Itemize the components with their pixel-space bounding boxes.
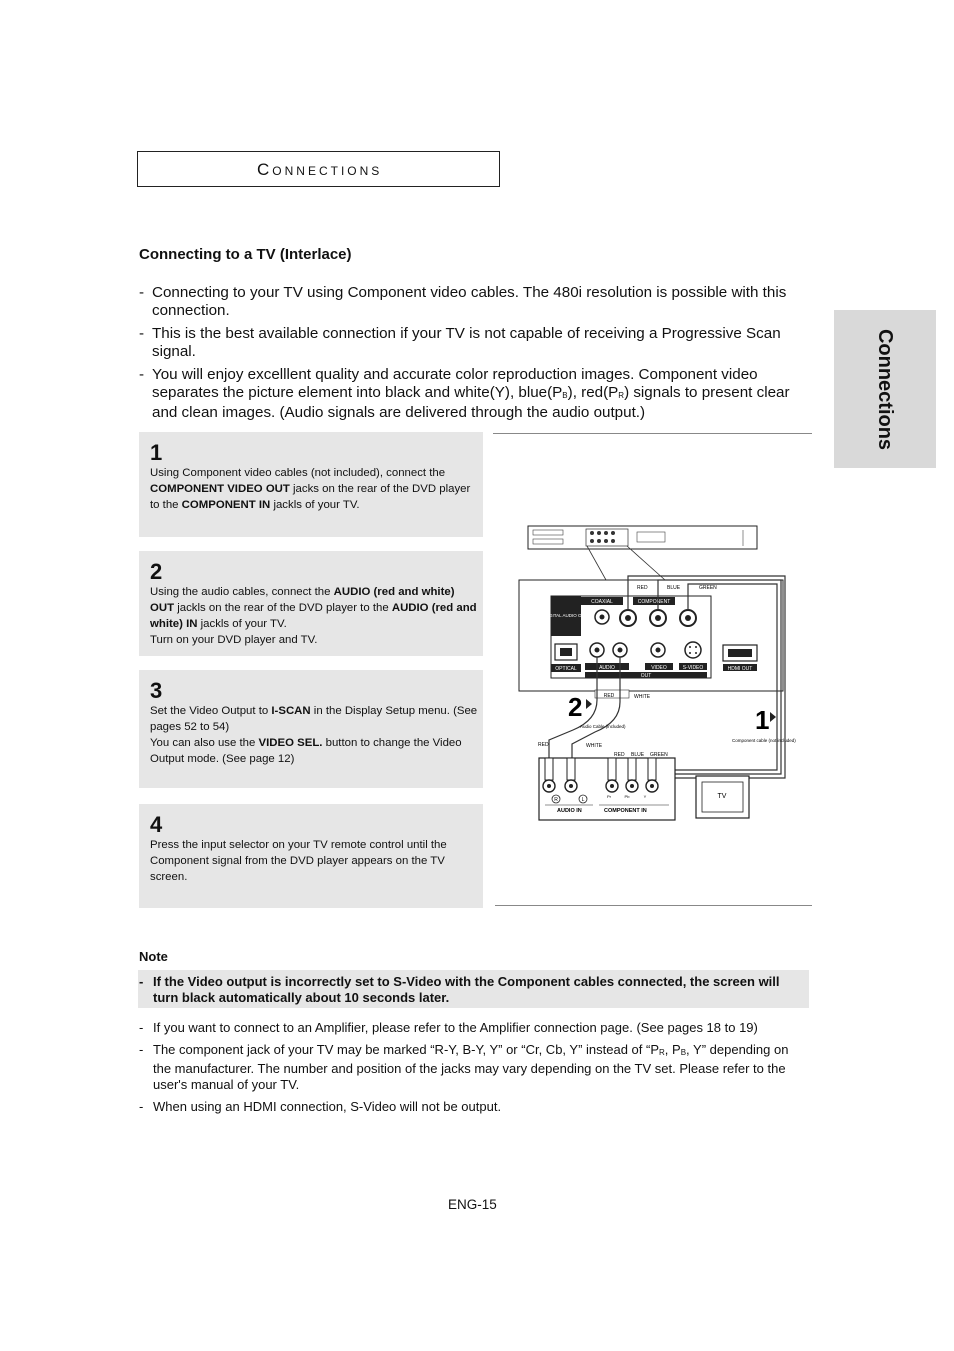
note-text: If the Video output is incorrectly set to S-Video with the Component cables connected, the screen will turn black automatically about 10 seconds later. (153, 974, 780, 1005)
svg-text:RED: RED (538, 742, 549, 748)
note-item: - When using an HDMI connection, S-Video will not be output. (139, 1099, 799, 1115)
svg-text:AUDIO IN: AUDIO IN (557, 808, 582, 814)
bullet-item: - Connecting to your TV using Component video cables. The 480i resolution is possible with this connection. (139, 284, 809, 319)
svg-text:WHITE: WHITE (586, 743, 603, 749)
note-text: When using an HDMI connection, S-Video will not be output. (153, 1099, 502, 1114)
connection-diagram (493, 440, 813, 900)
note-item: - The component jack of your TV may be marked “R-Y, B-Y, Y” or “Cr, Cb, Y” instead of “$P_R$, $P_B$, Y” depending on the manufacturer. The number and position of the jacks may vary depending on the TV set. Please refer to the user's manual of your TV. (139, 1042, 799, 1093)
component-cable-label: Component cable (not included) (732, 738, 796, 743)
step-marker-1: 1 (755, 705, 770, 735)
bullet-text: You will enjoy excelllent quality and accurate color reproduction images. Component video separates the picture element into black and white(Y), $blue(P_B)$, $red(P_R)$ signals to present clear and clean images. (Audio signals are delivered through the audio output.) (152, 366, 790, 421)
svg-text:Pr: Pr (607, 794, 611, 799)
diagram-top-rule (493, 433, 812, 434)
svg-text:S-VIDEO: S-VIDEO (682, 665, 704, 671)
svg-text:COMPONENT: COMPONENT (637, 599, 671, 605)
step-text: Using Component video cables (not included), connect the COMPONENT VIDEO OUT jacks on the rear of the DVD player to the COMPONENT IN jackls of your TV. (150, 467, 471, 511)
note-item: - If the Video output is incorrectly set to S-Video with the Component cables connected, the screen will turn black automatically about 10 seconds later. (139, 974, 799, 1006)
svg-text:TV: TV (717, 793, 727, 800)
dvd-player-icon (528, 526, 757, 549)
note-text: The component jack of your TV may be marked “R-Y, B-Y, Y” or “Cr, Cb, Y” instead of “$P_R$, $P_B$, Y” depending on the manufacturer. The number and position of the jacks may vary depending on the TV set. Please refer to the user's manual of your TV. (153, 1042, 789, 1092)
step-text: Using the audio cables, connect the AUDIO (red and white) OUT jackls on the rear of the DVD player to the AUDIO (red and white) IN jackls of your TV. Turn on your DVD player and TV. (150, 586, 477, 646)
step-text: Press the input selector on your TV remote control until the Component signal from the DVD player appears on the TV screen. (150, 839, 447, 883)
intro-bullets (139, 284, 809, 428)
svg-text:RED: RED (637, 585, 648, 591)
svg-text:GREEN: GREEN (699, 585, 717, 591)
step-marker-2: 2 (568, 692, 583, 722)
svg-text:RED: RED (614, 752, 625, 758)
step-1 (139, 432, 483, 537)
page-number: ENG-15 (448, 1197, 497, 1212)
svg-text:HDMI OUT: HDMI OUT (727, 666, 753, 672)
step-2 (139, 551, 483, 656)
rear-panel-closeup (519, 580, 783, 691)
svg-text:BLUE: BLUE (667, 585, 681, 591)
audio-cable-label-1: Audio Cable (included) (580, 724, 626, 729)
tv-icon (696, 776, 749, 818)
subheading: Connecting to a TV (Interlace) (139, 246, 352, 263)
step-4 (139, 804, 483, 908)
bullet-item: - You will enjoy excelllent quality and accurate color reproduction images. Component video separates the picture element into black and white(Y), $blue(P_B)$, $red(P_R)$ signals to present clear and clean images. (Audio signals are delivered through the audio output.) (139, 366, 809, 422)
svg-text:L: L (581, 797, 585, 803)
svg-text:GREEN: GREEN (650, 752, 668, 758)
svg-text:RED: RED (603, 693, 615, 699)
svg-text:DIGITAL AUDIO OUT: DIGITAL AUDIO OUT (544, 613, 588, 618)
note-item: - If you want to connect to an Amplifier, please refer to the Amplifier connection page. (See pages 18 to 19) (139, 1020, 799, 1036)
notes-list (139, 974, 799, 1121)
svg-text:VIDEO: VIDEO (651, 665, 667, 671)
step-3 (139, 670, 483, 788)
step-number: 4 (150, 812, 163, 837)
svg-text:Pb: Pb (624, 794, 630, 799)
bullet-text: Connecting to your TV using Component video cables. The 480i resolution is possible with this connection. (152, 284, 787, 319)
step-number: 1 (150, 440, 163, 465)
note-label: Note (139, 949, 168, 964)
svg-text:COAXIAL: COAXIAL (591, 599, 613, 605)
bullet-text: This is the best available connection if your TV is not capable of receiving a Progressive Scan signal. (152, 325, 781, 360)
svg-text:R: R (554, 797, 558, 803)
svg-text:AUDIO: AUDIO (599, 665, 615, 671)
bullet-item: - This is the best available connection if your TV is not capable of receiving a Progressive Scan signal. (139, 325, 809, 360)
svg-text:COMPONENT IN: COMPONENT IN (604, 808, 647, 814)
svg-text:WHITE: WHITE (634, 694, 651, 700)
step-number: 3 (150, 678, 163, 703)
svg-text:OUT: OUT (640, 673, 652, 679)
tv-rear-panel (539, 758, 675, 820)
step-text: Set the Video Output to I-SCAN in the Display Setup menu. (See pages 52 to 54) You can also use the VIDEO SEL. button to change the Video Output mode. (See page 12) (150, 705, 478, 765)
step-number: 2 (150, 559, 163, 584)
diagram-bottom-rule (495, 905, 812, 906)
side-tab-label: Connections (874, 328, 897, 450)
svg-text:BLUE: BLUE (631, 752, 645, 758)
section-title: Connections (257, 160, 383, 179)
note-text: If you want to connect to an Amplifier, please refer to the Amplifier connection page. (See pages 18 to 19) (153, 1020, 758, 1035)
svg-text:Y: Y (643, 794, 647, 799)
svg-text:OPTICAL: OPTICAL (555, 666, 577, 672)
side-tab-label-wrap (834, 310, 936, 468)
